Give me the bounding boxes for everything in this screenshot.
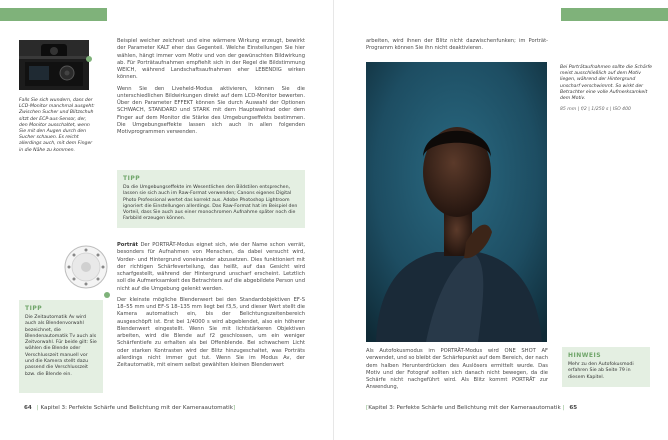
hint-heading: HINWEIS	[568, 352, 602, 359]
dial-marker	[104, 292, 110, 298]
paragraph: Wenn Sie den Liveheld-Modus aktivieren, können Sie die unterschiedlichen Bildwirkungen direkt auf dem LCD-Monitor bewerten. Über den Parameter EFFEKT können Sie durch Auswahl der Optionen SCHWACH, STANDARD und STARK mit dem Hauptwahlrad oder dem Finger auf dem Monitor die Stärke des Umgebungseffekts bestimmen. Die Umgebungseffekte lassen sich auch in allen folgenden Motivprogrammen verwenden.	[117, 85, 305, 135]
tip-heading: TIPP	[123, 175, 141, 182]
right-page-number: 65	[569, 405, 578, 411]
paragraph: arbeiten, wird ihnen der Blitz nicht dazwischenfunken; im Porträt-Programm können Sie ihn nicht deaktivieren.	[366, 38, 548, 52]
left-page-number: 64	[24, 405, 32, 411]
camera-caption	[19, 98, 95, 154]
left-footer-text: Kapitel 3: Perfekte Schärfe und Belichtung mit der Kameraautomatik	[40, 405, 233, 411]
right-top-paragraph	[366, 38, 548, 57]
left-body-top	[117, 38, 305, 140]
left-body-bottom	[117, 242, 305, 373]
camera-photo	[19, 40, 89, 90]
photo-caption	[560, 65, 652, 113]
paragraph: Als Autofokusmodus im PORTRÄT-Modus wird ONE SHOT AF verwendet, und so bleibt der Schärfepunkt auf dem Bereich, der nach dem halben Herunterdrücken des Auslösers ermittelt wurde. Das Motiv und der Fotograf sollten sich danach nicht bewegen, da die Schärfe nicht nachgeführt wird. Als Blitz kommt PORTRÄT zur Anwendung,	[366, 348, 548, 391]
hint-text: Mehr zu den Autofokusmodi erfahren Sie ab Seite 79 in diesem Kapitel.	[568, 362, 634, 380]
portrait-text: Der PORTRÄT-Modus eignet sich, wie der Name schon verrät, besonders für Aufnahmen von Menschen, da dabei versucht wird, Vorder- und Hintergrund voneinander abzusetzen. Dies funktioniert mit der richtigen Schärfeverteilung, das heißt, auf das Gesicht wird scharfgestellt, während der Hintergrund unscharf erscheint. Letztlich soll die Aufmerksamkeit des Betrachters auf die abgebildete Person und nicht auf die Umgebung gelenkt werden.	[117, 242, 305, 292]
camera-caption-text: Falls Sie sich wundern, dass der LCD-Monitor manchmal ausgeht: Zwischen Sucher und Blitzschuh sitzt der ECP-aus-Sensor, der, den Monitor ausschaltet, wenn Sie mit den Augen durch den Sucher schauen. Es reicht allerdings auch, mit dem Finger in die Nähe zu kommen.	[19, 98, 95, 153]
paragraph: Der kleinste mögliche Blendenwert bei den Standardobjektiven EF-S 18–55 mm und EF-S 18–135 mm liegt bei f3,5, und dieser Wert stellt die Kamera automatisch ein, bis der Belichtungszeitenbereich ausgeschöpft ist. Erst bei 1/4000 s wird abgeblendet, also ein höherer Blendenwert eingestellt. Wenn Sie mit lichtstärkeren Objektiven arbeiten, wird die Blende auf f2 geschlossen, um ein weniger Schärfentiefe zu erhalten als bei Offenblende. Bei schwachem Licht oder starken Kontrasten wird der Blitz hinzugeschaltet, was Porträts allerdings nicht immer gut tut. Wenn Sie im Modus Av, der Zeitautomatik, mit einem selbst gewählten kleinen Blendenwert	[117, 296, 305, 368]
left-header-bar	[0, 8, 107, 21]
portrait-lead: Porträt	[117, 242, 138, 248]
right-bottom-paragraph	[366, 348, 548, 396]
photo-caption-text: Bei Porträtaufnahmen sollte die Schärfe meist ausschließlich auf dem Motiv liegen, während der Hintergrund unscharf verschwimmt. So wirkt der Betrachter eine volle Aufmerksamkeit dem Motiv.	[560, 65, 652, 102]
left-footer: 64 | Kapitel 3: Perfekte Schärfe und Belichtung mit der Kameraautomatik]	[24, 405, 236, 411]
paragraph-portrait	[117, 242, 305, 293]
tip-box-zeitautomatik	[19, 300, 103, 393]
hint-box	[562, 347, 650, 387]
right-footer-text: Kapitel 3: Perfekte Schärfe und Belichtung mit der Kameraautomatik	[368, 405, 561, 411]
tip-text: Da die Umgebungseffekte im Wesentlichen den Bildstilen entsprechen, lassen sie sich auch im Raw-Format verwenden; Canons eigenes Digital Photo Professional wertet das korrekt aus. Adobe Photoshop Lightroom ignoriert die Einstellungen allerdings. Das Raw-Format hat im Beispiel den Vorteil, dass Sie auch aus einer monochromen Aufnahme später noch die Farbbild erzeugen können.	[123, 185, 298, 222]
tip-heading: TIPP	[25, 305, 43, 312]
tip-box-umgebungseffekte	[117, 170, 305, 228]
mode-dial-illustration	[64, 245, 108, 289]
paragraph: Beispiel weicher zeichnet und eine wärmere Wirkung erzeugt, bewirkt der Parameter KALT eher das Gegenteil. Welche Einstellungen Sie hier wählen, hängt immer vom Motiv und von der gewünschten Bildwirkung ab. Für Porträtaufnahmen empfiehlt sich in der Regel die Bildstimmung WEICH, während Landschaftsaufnahmen eher LEBENDIG wirken können.	[117, 38, 305, 81]
portrait-photo	[366, 62, 547, 342]
right-footer: [Kapitel 3: Perfekte Schärfe und Belichtung mit der Kameraautomatik | 65	[366, 405, 578, 411]
photo-meta: 85 mm | f/2 | 1/250 s | ISO 400	[560, 107, 631, 113]
right-header-bar	[561, 8, 668, 21]
tip-text: Die Zeitautomatik Av wird auch als Blendenvorwahl bezeichnet, die Blendenautomatik Tv auch als Zeitvorwahl. Für beide gilt: Sie wählen die Blende oder Verschlusszeit manuell vor und die Kamera stellt dazu passend die Verschlusszeit bzw. die Blende ein.	[25, 315, 97, 377]
page-fold	[333, 0, 334, 440]
callout-marker	[86, 56, 92, 62]
